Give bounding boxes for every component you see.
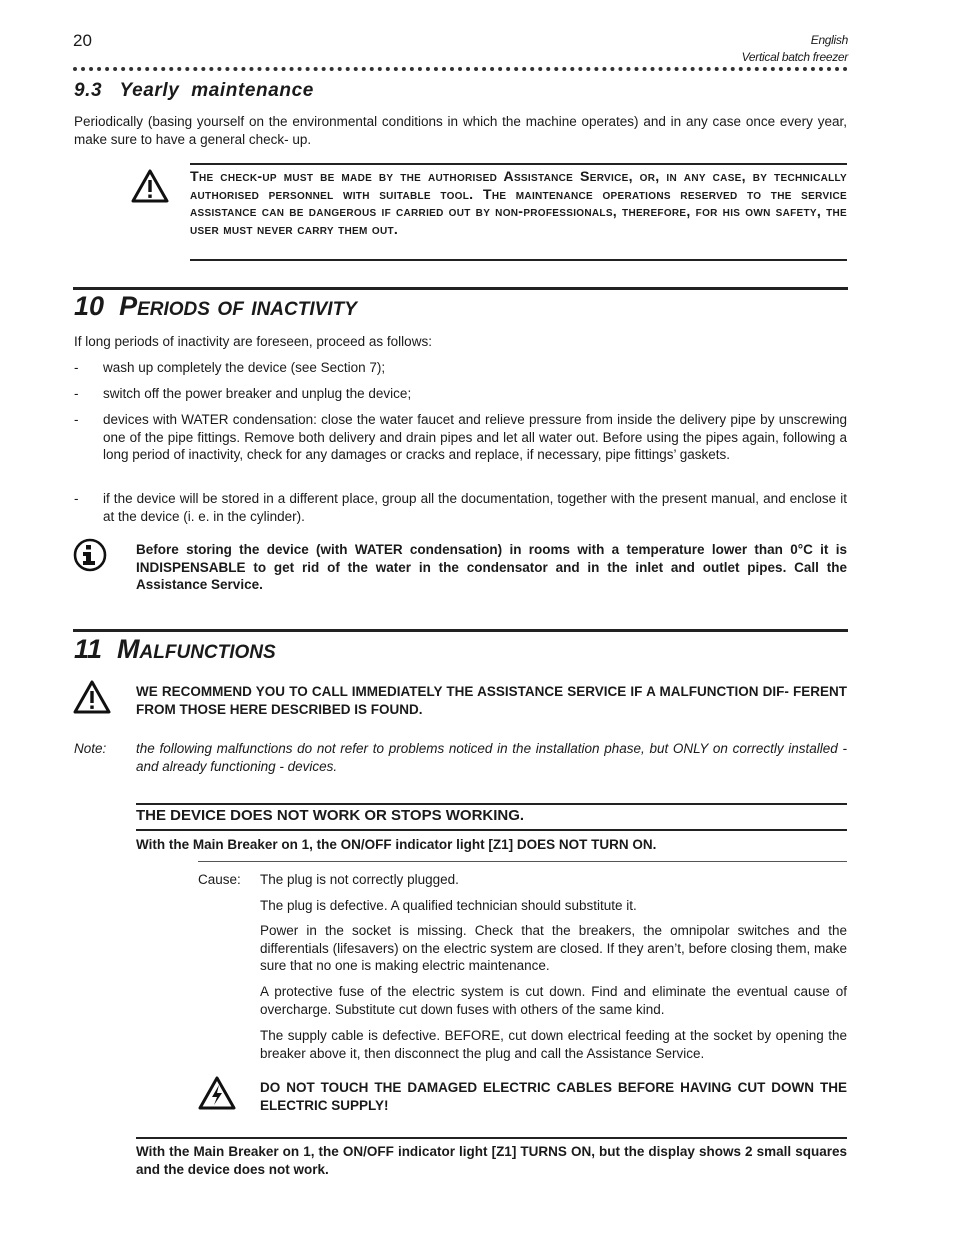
running-header [742, 32, 848, 66]
note-label: Note: [74, 741, 107, 756]
warning-triangle-icon [130, 168, 170, 204]
note-text: the following malfunctions do not refer to problems noticed in the installation phase, but ONLY on correctly installed - and already functioning - devices. [136, 741, 847, 774]
section-10-heading [74, 291, 357, 322]
section-9-3-intro: Periodically (basing yourself on the environmental conditions in which the machine operates) and in any case once every year, make sure to have a general check- up. [74, 114, 847, 147]
bullet-dash: - [74, 360, 79, 375]
cause-item: The supply cable is defective. BEFORE, cut down electrical feeding at the socket by opening the breaker above it, then disconnect the plug and call the Assistance Service. [260, 1028, 847, 1061]
info-icon [73, 538, 107, 572]
case-2-title: With the Main Breaker on 1, the ON/OFF indicator light [Z1] TURNS ON, but the display shows 2 small squares and the device does not work. [136, 1144, 847, 1177]
section-11-warning: WE RECOMMEND YOU TO CALL IMMEDIATELY THE ASSISTANCE SERVICE IF A MALFUNCTION DIF- FERENT FROM THOSE HERE DESCRIBED IS FOUND. [136, 684, 847, 717]
list-item: switch off the power breaker and unplug the device; [103, 386, 412, 401]
warning-top-rule [190, 163, 847, 165]
section-10-title: Periods of inactivity [119, 291, 357, 321]
list-item: devices with WATER condensation: close the water faucet and relieve pressure from inside the delivery pipe by unscrewing one of the pipe fittings. Remove both delivery and drain pipes and let all water out. Before using the pipes again, following a long period of inactivity, check for any damages or cracks and replace, if necessary, pipe fittings’ gaskets. [103, 412, 847, 463]
section-9-3-warning: The check-up must be made by the authorised Assistance Service, or, in any case, by technically authorised personnel with suitable tool. The maintenance operations reserved to the service assistance can be dangerous if carried out by non-professionals, therefore, for his own safety, the user must never carry them out. [190, 169, 847, 238]
cause-item: Power in the socket is missing. Check that the breakers, the omnipolar switches and the differentials (lifesavers) on the electric system are closed. If they aren’t, before closing them, make sure that no one is making electric maintenance. [260, 923, 847, 974]
case-1-title: With the Main Breaker on 1, the ON/OFF indicator light [Z1] DOES NOT TURN ON. [136, 837, 657, 852]
electric-warning: DO NOT TOUCH THE DAMAGED ELECTRIC CABLES BEFORE HAVING CUT DOWN THE ELECTRIC SUPPLY! [260, 1080, 847, 1113]
header-divider [73, 67, 848, 71]
section-11-heading [74, 634, 276, 665]
bullet-dash: - [74, 386, 79, 401]
section-10-intro: If long periods of inactivity are foreseen, proceed as follows: [74, 334, 432, 349]
bullet-dash: - [74, 412, 79, 427]
problem-top-rule [136, 803, 847, 805]
section-11-rule [73, 629, 848, 632]
cause-item: The plug is not correctly plugged. [260, 872, 459, 887]
warning-bottom-rule [190, 259, 847, 261]
bullet-dash: - [74, 491, 79, 506]
header-language: English [810, 33, 848, 47]
section-11-number: 11 [74, 634, 103, 664]
section-9-3-title: 9.3 Yearly maintenance [74, 80, 314, 101]
cause-item: The plug is defective. A qualified technician should substitute it. [260, 898, 637, 913]
problem-bottom-rule [136, 829, 847, 831]
section-11-title: Malfunctions [117, 634, 276, 664]
case-2-rule [136, 1137, 847, 1139]
cause-item: A protective fuse of the electric system is cut down. Find and eliminate the eventual cause of overcharge. Substitute cut down fuses with others of the same kind. [260, 984, 847, 1017]
electric-hazard-icon [197, 1075, 237, 1111]
section-10-number: 10 [74, 291, 105, 321]
section-10-rule [73, 287, 848, 290]
list-item: wash up completely the device (see Section 7); [103, 360, 386, 375]
warning-triangle-icon [72, 679, 112, 715]
case-1-rule [198, 861, 847, 862]
page-number: 20 [73, 31, 92, 50]
problem-title: THE DEVICE DOES NOT WORK OR STOPS WORKING. [136, 807, 525, 824]
list-item: if the device will be stored in a different place, group all the documentation, together with the present manual, and enclose it at the device (i. e. in the cylinder). [103, 491, 847, 524]
section-10-info: Before storing the device (with WATER condensation) in rooms with a temperature lower than 0°C it is INDISPENSABLE to get rid of the water in the condensator and in the inlet and outlet pipes. Call the Assistance Service. [136, 542, 847, 593]
cause-label: Cause: [198, 872, 241, 887]
header-product: Vertical batch freezer [741, 50, 848, 64]
